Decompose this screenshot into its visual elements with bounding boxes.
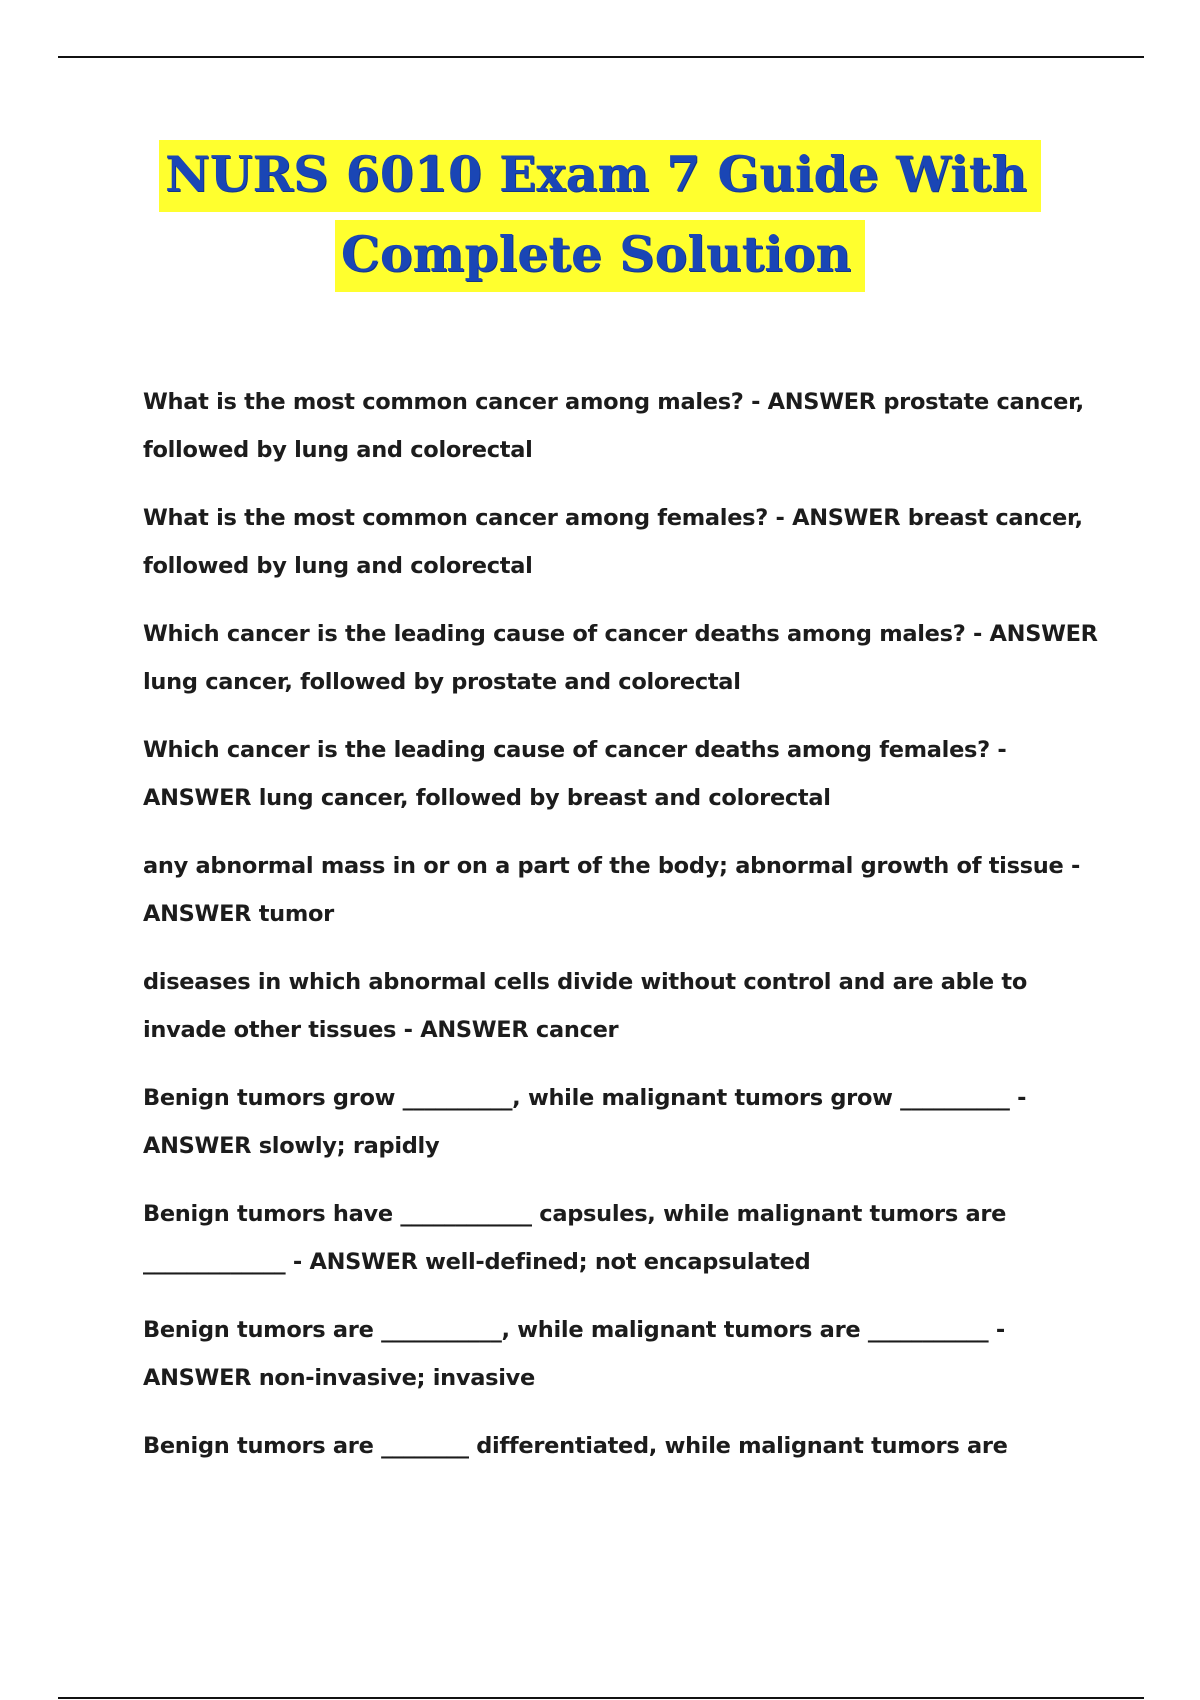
question-answer-list xyxy=(143,378,1103,1490)
qa-item: Which cancer is the leading cause of cancer deaths among females? - ANSWER lung cancer, followed by breast and colorectal xyxy=(143,737,1007,811)
title-line-2: Complete Solution xyxy=(335,220,865,292)
qa-item: any abnormal mass in or on a part of the body; abnormal growth of tissue - ANSWER tumor xyxy=(143,853,1081,927)
qa-item: What is the most common cancer among males? - ANSWER prostate cancer, followed by lung and colorectal xyxy=(143,389,1084,463)
top-rule xyxy=(58,56,1144,58)
qa-item: What is the most common cancer among females? - ANSWER breast cancer, followed by lung and colorectal xyxy=(143,505,1083,579)
qa-item: diseases in which abnormal cells divide without control and are able to invade other tissues - ANSWER cancer xyxy=(143,969,1028,1043)
qa-item: Benign tumors are ___________, while malignant tumors are ___________ - ANSWER non-invasive; invasive xyxy=(143,1317,1005,1391)
qa-item: Which cancer is the leading cause of cancer deaths among males? - ANSWER lung cancer, followed by prostate and colorectal xyxy=(143,621,1098,695)
qa-item: Benign tumors have ____________ capsules, while malignant tumors are _____________ - ANSWER well-defined; not encapsulated xyxy=(143,1201,1007,1275)
title-line-1: NURS 6010 Exam 7 Guide With xyxy=(159,140,1041,212)
document-title xyxy=(0,140,1200,292)
qa-item: Benign tumors grow __________, while malignant tumors grow __________ - ANSWER slowly; rapidly xyxy=(143,1085,1027,1159)
qa-item: Benign tumors are ________ differentiated, while malignant tumors are xyxy=(143,1433,1008,1459)
bottom-rule xyxy=(58,1697,1144,1699)
